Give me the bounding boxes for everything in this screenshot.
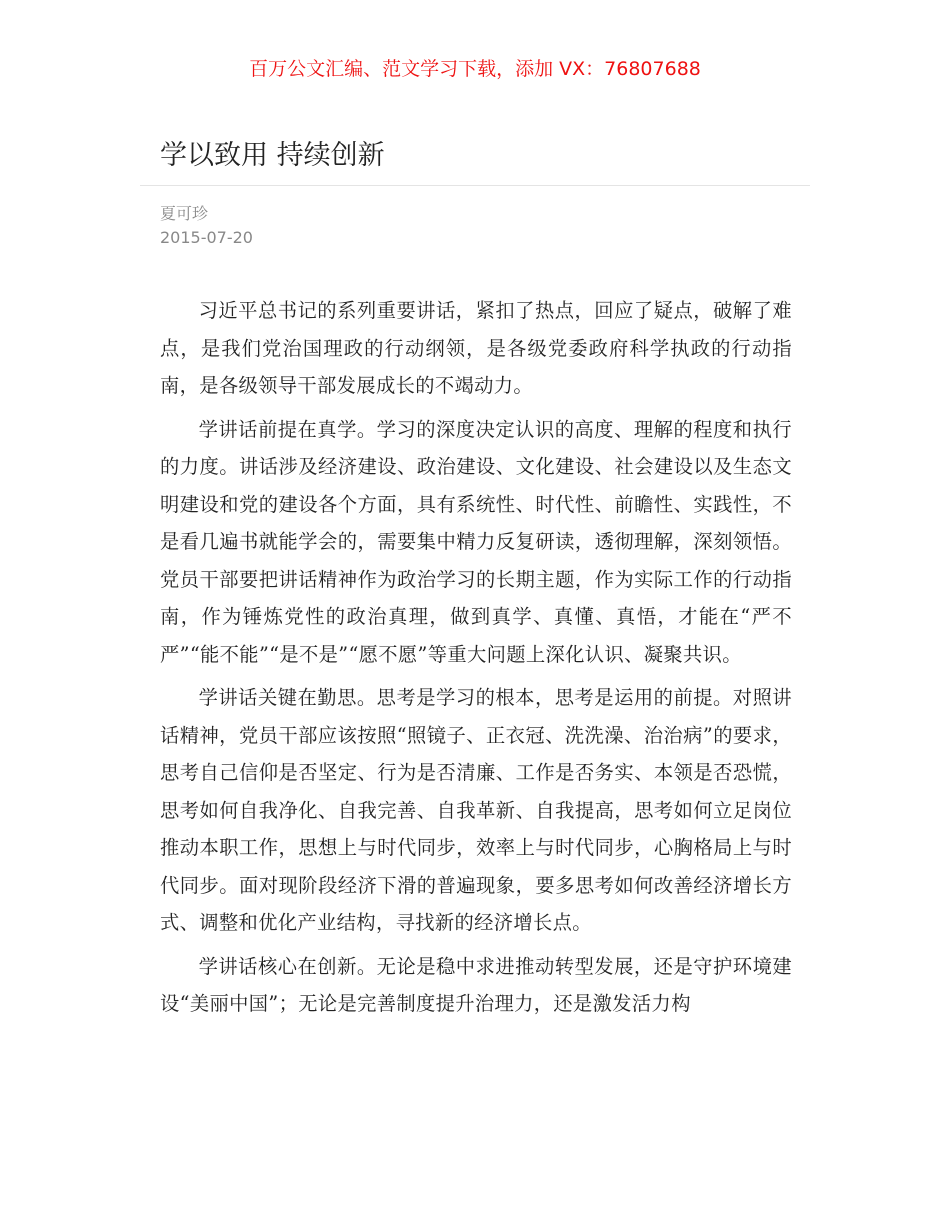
article-paragraph: 学讲话前提在真学。学习的深度决定认识的高度、理解的程度和执行的力度。讲话涉及经济建设、政治建设、文化建设、社会建设以及生态文明建设和党的建设各个方面，具有系统性、时代性、前瞻性、实践性，不是看几遍书就能学会的，需要集中精力反复研读，透彻理解，深刻领悟。党员干部要把讲话精神作为政治学习的长期主题，作为实际工作的行动指南，作为锤炼党性的政治真理，做到真学、真懂、真悟，才能在“严不严”“能不能”“是不是”“愿不愿”等重大问题上深化认识、凝聚共识。 — [160, 417, 792, 666]
title-divider — [140, 185, 810, 186]
promo-banner: 百万公文汇编、范文学习下载，添加 VX：76807688 — [249, 58, 701, 80]
article-paragraph: 学讲话核心在创新。无论是稳中求进推动转型发展，还是守护环境建设“美丽中国”；无论是完善制度提升治理力，还是激发活力构 — [160, 954, 792, 1015]
article-title: 学以致用 持续创新 — [160, 140, 385, 171]
article-author: 夏可珍 — [160, 204, 209, 223]
article-paragraph: 学讲话关键在勤思。思考是学习的根本，思考是运用的前提。对照讲话精神，党员干部应该按照“照镜子、正衣冠、洗洗澡、治治病”的要求，思考自己信仰是否坚定、行为是否清廉、工作是否务实、本领是否恐慌，思考如何自我净化、自我完善、自我革新、自我提高，思考如何立足岗位推动本职工作，思想上与时代同步，效率上与时代同步，心胸格局上与时代同步。面对现阶段经济下滑的普遍现象，要多思考如何改善经济增长方式、调整和优化产业结构，寻找新的经济增长点。 — [160, 686, 792, 934]
article-body — [160, 292, 792, 1029]
article-paragraph: 习近平总书记的系列重要讲话，紧扣了热点，回应了疑点，破解了难点，是我们党治国理政的行动纲领，是各级党委政府科学执政的行动指南，是各级领导干部发展成长的不竭动力。 — [160, 299, 792, 397]
article-date: 2015-07-20 — [160, 228, 253, 247]
